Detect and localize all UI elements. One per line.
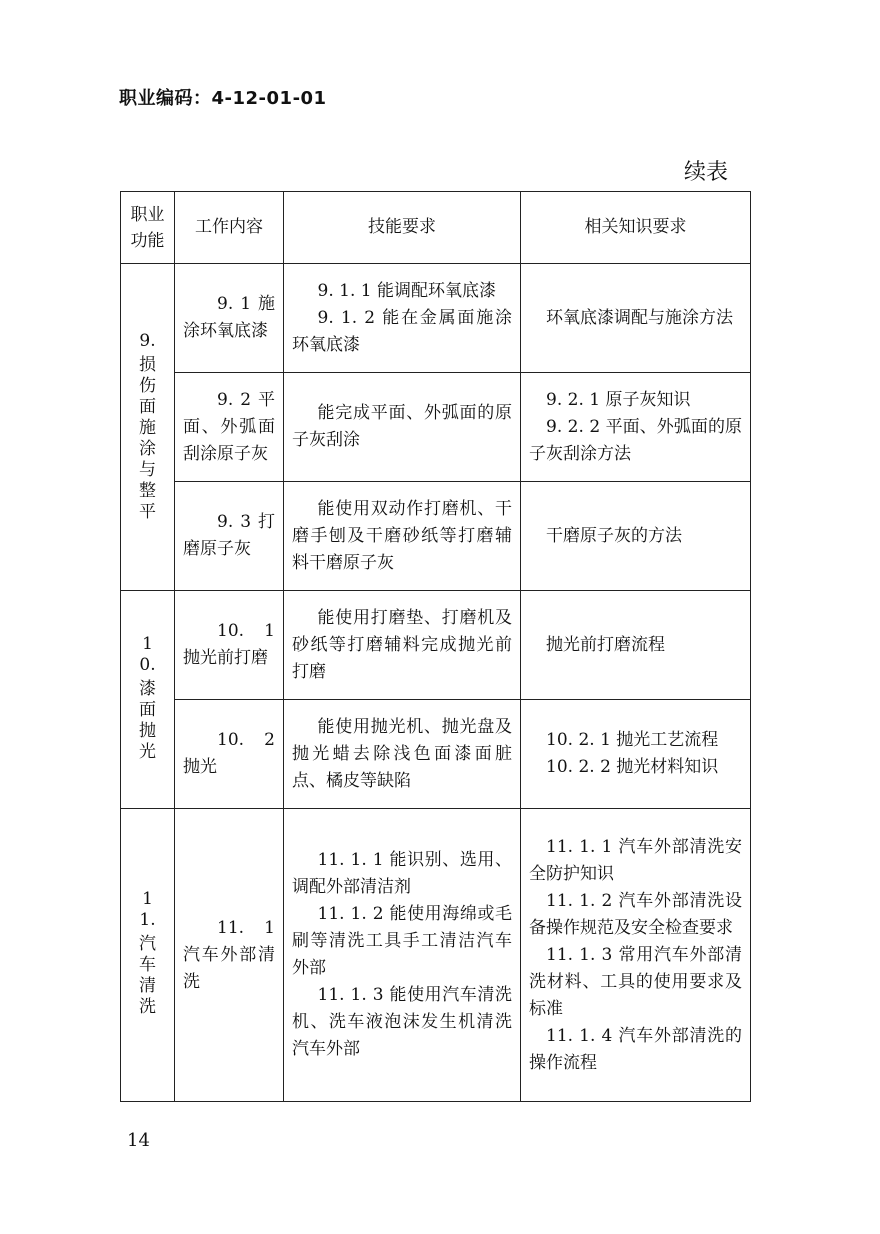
work-content-cell: 9. 1 施涂环氧底漆 bbox=[175, 264, 284, 373]
knowledge-cell bbox=[521, 809, 751, 1102]
knowledge-item: 11. 1. 4 汽车外部清洗的操作流程 bbox=[529, 1025, 742, 1073]
column-header: 职业功能 bbox=[121, 192, 175, 264]
occupation-code: 职业编码：4-12-01-01 bbox=[119, 88, 327, 109]
work-content-cell: 9. 3 打磨原子灰 bbox=[175, 482, 284, 591]
function-cell bbox=[121, 264, 175, 591]
knowledge-item: 11. 1. 3 常用汽车外部清洗材料、工具的使用要求及标准 bbox=[529, 944, 742, 1019]
continued-label: 续表 bbox=[684, 160, 729, 185]
work-content-cell: 11. 1 汽车外部清洗 bbox=[175, 809, 284, 1102]
table-row bbox=[121, 591, 751, 700]
function-cell bbox=[121, 809, 175, 1102]
skill-item: 11. 1. 3 能使用汽车清洗机、洗车液泡沫发生机清洗汽车外部 bbox=[292, 985, 512, 1059]
skills-table bbox=[120, 191, 751, 1102]
page-number: 14 bbox=[127, 1130, 150, 1151]
column-header: 工作内容 bbox=[175, 192, 284, 264]
skill-item: 11. 1. 2 能使用海绵或毛刷等清洗工具手工清洁汽车外部 bbox=[292, 904, 512, 978]
skill-item: 11. 1. 1 能识别、选用、调配外部清洁剂 bbox=[292, 850, 512, 897]
skill-item: 9. 1. 2 能在金属面施涂环氧底漆 bbox=[292, 307, 512, 355]
skill-item: 能使用双动作打磨机、干磨手刨及干磨砂纸等打磨辅料干磨原子灰 bbox=[292, 498, 512, 573]
table-row bbox=[121, 482, 751, 591]
skill-cell bbox=[284, 700, 521, 809]
knowledge-item: 抛光前打磨流程 bbox=[546, 634, 665, 655]
knowledge-cell bbox=[521, 373, 751, 482]
table-row bbox=[121, 264, 751, 373]
function-cell bbox=[121, 591, 175, 809]
function-label: 损伤面施涂与整平 bbox=[139, 355, 156, 522]
skill-cell bbox=[284, 591, 521, 700]
knowledge-cell bbox=[521, 700, 751, 809]
knowledge-item: 11. 1. 2 汽车外部清洗设备操作规范及安全检查要求 bbox=[529, 890, 742, 938]
knowledge-item: 干磨原子灰的方法 bbox=[546, 525, 682, 546]
skill-cell bbox=[284, 482, 521, 591]
knowledge-item: 10. 2. 2 抛光材料知识 bbox=[546, 757, 719, 777]
skill-cell bbox=[284, 373, 521, 482]
skill-item: 能完成平面、外弧面的原子灰刮涂 bbox=[292, 403, 512, 450]
table-row bbox=[121, 700, 751, 809]
column-header: 相关知识要求 bbox=[521, 192, 751, 264]
knowledge-item: 9. 2. 1 原子灰知识 bbox=[546, 389, 691, 410]
table-row bbox=[121, 809, 751, 1102]
skill-item: 能使用抛光机、抛光盘及抛光蜡去除浅色面漆面脏点、橘皮等缺陷 bbox=[292, 716, 512, 791]
knowledge-item: 环氧底漆调配与施涂方法 bbox=[546, 307, 733, 328]
function-number: 10. bbox=[139, 633, 156, 675]
function-number: 9. bbox=[139, 331, 156, 351]
skill-item: 9. 1. 1 能调配环氧底漆 bbox=[317, 280, 496, 301]
knowledge-cell bbox=[521, 482, 751, 591]
skill-item: 能使用打磨垫、打磨机及砂纸等打磨辅料完成抛光前打磨 bbox=[292, 607, 512, 682]
skill-cell bbox=[284, 809, 521, 1102]
function-label: 汽车清洗 bbox=[139, 934, 156, 1017]
work-content-cell: 10. 1 抛光前打磨 bbox=[175, 591, 284, 700]
function-label: 漆面抛光 bbox=[139, 678, 156, 762]
knowledge-item: 11. 1. 1 汽车外部清洗安全防护知识 bbox=[529, 836, 742, 884]
table-header-row bbox=[121, 192, 751, 264]
knowledge-cell bbox=[521, 264, 751, 373]
work-content-cell: 9. 2 平面、外弧面刮涂原子灰 bbox=[175, 373, 284, 482]
knowledge-item: 9. 2. 2 平面、外弧面的原子灰刮涂方法 bbox=[529, 416, 742, 464]
column-header: 技能要求 bbox=[284, 192, 521, 264]
work-content-cell: 10. 2 抛光 bbox=[175, 700, 284, 809]
knowledge-cell bbox=[521, 591, 751, 700]
knowledge-item: 10. 2. 1 抛光工艺流程 bbox=[546, 730, 719, 750]
function-number: 11. bbox=[139, 889, 156, 930]
table-row bbox=[121, 373, 751, 482]
skill-cell bbox=[284, 264, 521, 373]
